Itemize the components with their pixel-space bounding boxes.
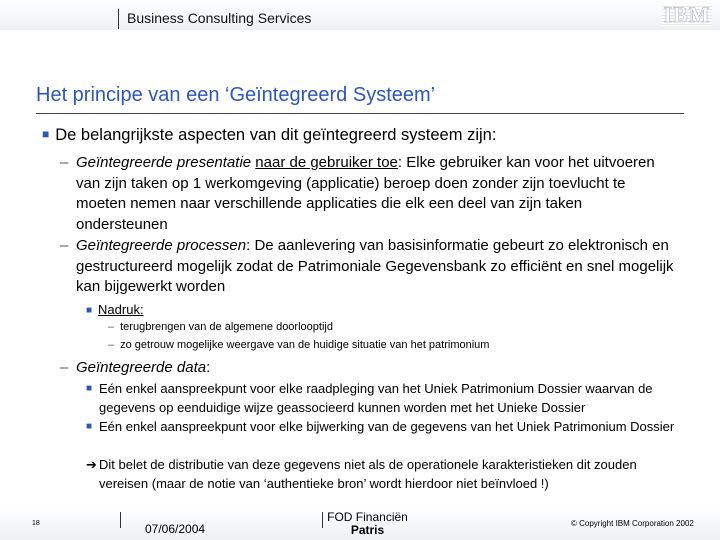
ibm-logo: IBM xyxy=(663,2,711,27)
conclusion xyxy=(86,456,686,493)
item-presentatie-text xyxy=(76,153,675,235)
header-divider xyxy=(118,9,119,29)
item-data-text xyxy=(76,358,675,379)
dash-icon: – xyxy=(60,154,69,171)
footer-divider xyxy=(120,512,121,528)
square-bullet-icon: ■ xyxy=(86,421,93,432)
item-processen xyxy=(60,236,675,298)
conclusion-text: Dit belet de distributie van deze gegevens niet als de operationele karakteristieken dit zouden vereisen (maar de notie van ‘authentieke bron’ wordt hierdoor niet beïnvloed !) xyxy=(99,457,637,491)
header-title: Business Consulting Services xyxy=(127,10,312,26)
nadruk-item-text: zo getrouw mogelijke weergave van de huidige situatie van het patrimonium xyxy=(120,339,490,351)
footer-org xyxy=(310,511,425,537)
dash-icon: – xyxy=(108,339,115,351)
item-presentatie-underlined: naar de gebruiker toe xyxy=(255,154,398,171)
item-presentatie-term: Geïntegreerde presentatie xyxy=(76,154,252,171)
dash-icon: – xyxy=(108,321,115,333)
page-number: 18 xyxy=(32,520,40,527)
nadruk-item xyxy=(108,339,489,351)
nadruk-label: Nadruk: xyxy=(98,302,144,317)
item-data-rest: : xyxy=(206,359,211,376)
item-processen-term: Geïntegreerde processen xyxy=(76,237,247,254)
footer-date: 07/06/2004 xyxy=(145,522,206,536)
item-presentatie xyxy=(60,153,675,235)
nadruk-item-text: terugbrengen van de algemene doorlooptijd xyxy=(120,321,333,333)
header-band xyxy=(0,0,720,30)
arrow-right-icon: ➔ xyxy=(86,457,97,472)
data-point xyxy=(86,418,686,437)
square-bullet-icon: ■ xyxy=(86,383,93,394)
dash-icon: – xyxy=(60,359,69,376)
title-divider xyxy=(36,113,684,114)
nadruk-item xyxy=(108,321,333,333)
item-data xyxy=(60,358,675,379)
main-bullet xyxy=(42,126,496,145)
footer-org-line1: FOD Financiën xyxy=(327,510,408,524)
item-processen-text xyxy=(76,236,675,298)
data-point xyxy=(86,380,686,417)
square-bullet-icon: ■ xyxy=(42,127,50,141)
data-point-text: Eén enkel aanspreekpunt voor elke raadpleging van het Uniek Patrimonium Dossier waarvan de gegevens op eenduidige wijze geassocieerd kunnen worden met het Unieke Dossier xyxy=(99,381,653,415)
footer-org-line2: Patris xyxy=(350,523,385,537)
square-bullet-icon: ■ xyxy=(86,305,93,316)
nadruk-bullet xyxy=(86,302,144,317)
footer-copyright: © Copyright IBM Corporation 2002 xyxy=(571,519,694,528)
item-data-term: Geïntegreerde data xyxy=(76,359,207,376)
data-point-text: Eén enkel aanspreekpunt voor elke bijwerking van de gegevens van het Uniek Patrimonium Dossier xyxy=(99,419,675,434)
main-bullet-text: De belangrijkste aspecten van dit geïntegreerd systeem zijn: xyxy=(55,126,497,144)
item-presentatie-rest: : Elke gebruiker kan voor het uitvoeren van zijn taken op 1 werkomgeving (applicatie) beroep doen zonder zijn toevlucht te moeten nemen naar verschillende applicaties die elk een deel van zijn taken ondersteunen xyxy=(76,154,655,233)
item-processen-rest: : De aanlevering van basisinformatie gebeurt zo elektronisch en gestructureerd mogelijk zodat de Patrimoniale Gegevensbank zo efficiënt en snel mogelijk kan bijgewerkt worden xyxy=(76,237,674,295)
dash-icon: – xyxy=(60,237,69,254)
slide-title: Het principe van een ‘Geïntegreerd Systeem’ xyxy=(36,84,436,106)
